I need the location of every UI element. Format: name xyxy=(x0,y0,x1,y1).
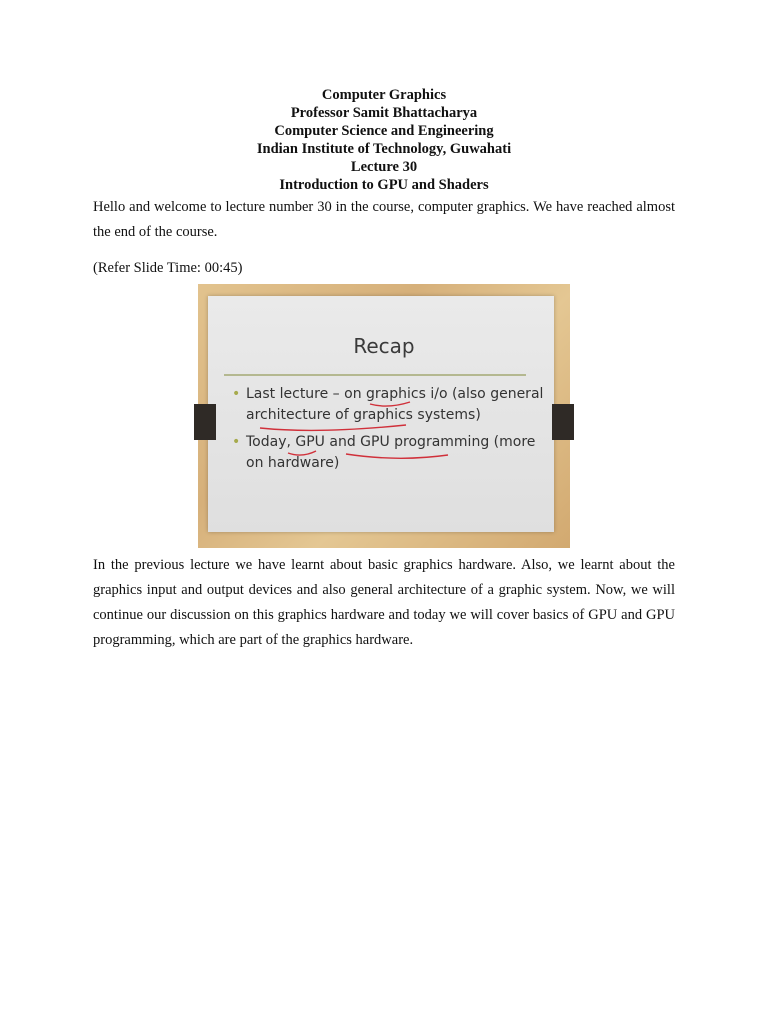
document-header xyxy=(0,86,768,194)
course-title: Computer Graphics xyxy=(321,87,447,103)
body-paragraph: In the previous lecture we have learnt about basic graphics hardware. Also, we learnt about the graphics input and output devices and also general architecture of a graphic system. Now, we will continue our discussion on this graphics hardware and today we will cover basics of GPU and GPU programming, which are part of the graphics hardware. xyxy=(93,557,675,648)
slide-bullet xyxy=(232,432,546,474)
left-clip xyxy=(194,404,216,440)
lecture-number: Lecture 30 xyxy=(350,159,418,175)
professor-name: Professor Samit Bhattacharya xyxy=(290,105,478,121)
slide-reference: (Refer Slide Time: 00:45) xyxy=(93,260,243,276)
slide-bullet-text: Today, GPU and GPU programming (more on hardware) xyxy=(246,434,536,471)
slide-title: Recap xyxy=(353,334,415,358)
bullet-dot-icon: • xyxy=(232,386,241,402)
right-clip xyxy=(552,404,574,440)
intro-paragraph: Hello and welcome to lecture number 30 in the course, computer graphics. We have reached almost the end of the course. xyxy=(93,199,675,240)
slide-image xyxy=(198,284,570,548)
slide-divider xyxy=(224,374,526,376)
department-name: Computer Science and Engineering xyxy=(274,123,494,139)
lecture-topic: Introduction to GPU and Shaders xyxy=(279,177,489,193)
slide-bullet-text: Last lecture – on graphics i/o (also general architecture of graphics systems) xyxy=(246,386,544,423)
bullet-dot-icon: • xyxy=(232,434,241,450)
institute-name: Indian Institute of Technology, Guwahati xyxy=(256,141,512,157)
slide-bullet xyxy=(232,384,546,426)
